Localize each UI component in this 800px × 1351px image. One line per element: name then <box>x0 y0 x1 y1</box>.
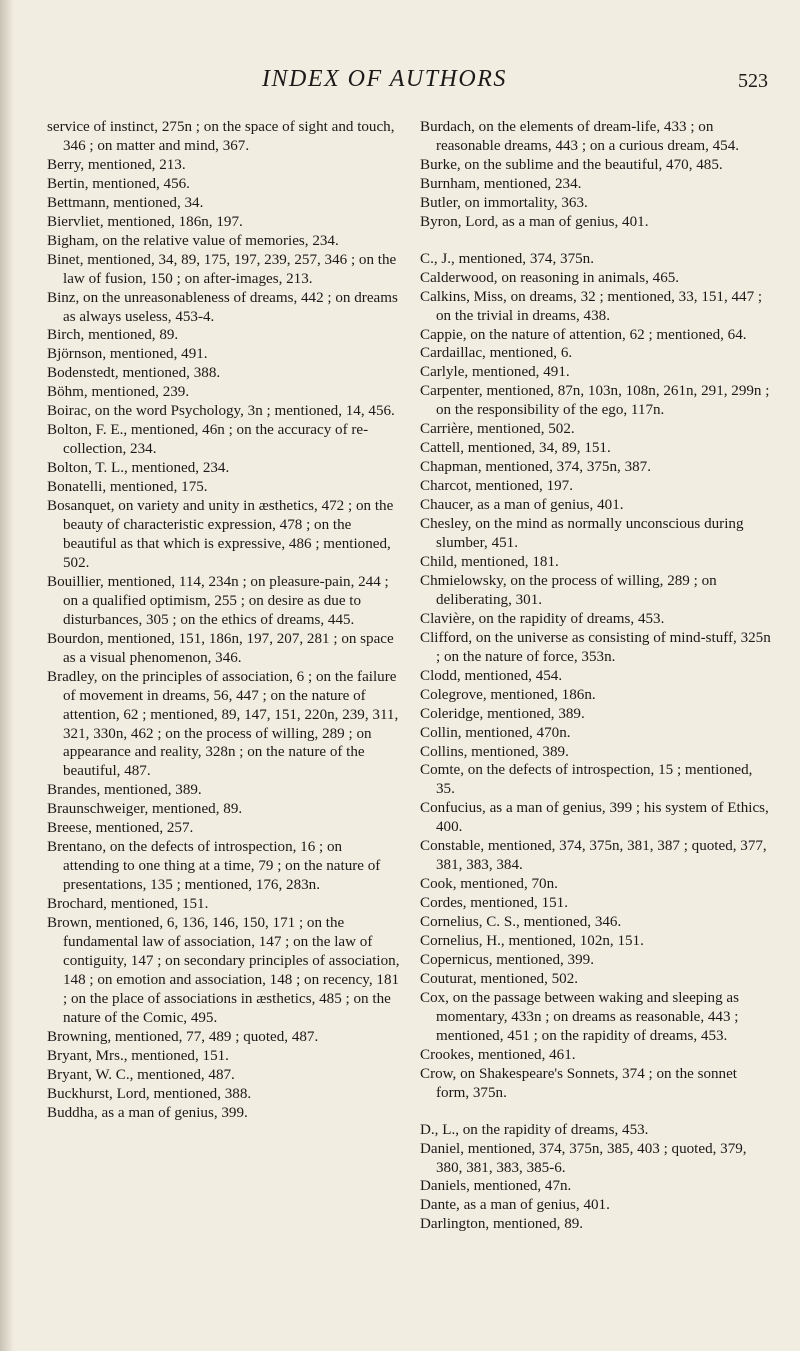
index-entry: Butler, on immortality, 363. <box>420 194 588 211</box>
index-entry: Biervliet, mentioned, 186n, 197. <box>47 213 243 230</box>
index-entry: Bosanquet, on variety and unity in æsthetics, 472 ; on the beauty of characteristic expression, 478 ; on the beautiful as that which is expressive, 486 ; mentioned, 502. <box>47 498 394 571</box>
index-entry: Dante, as a man of genius, 401. <box>420 1197 610 1214</box>
index-entry: Child, mentioned, 181. <box>420 553 559 570</box>
index-entry: Calderwood, on reasoning in animals, 465. <box>420 269 680 286</box>
index-entry: Crow, on Shakespeare's Sonnets, 374 ; on the sonnet form, 375n. <box>420 1065 737 1101</box>
index-entry: Burdach, on the elements of dream-life, 433 ; on reasonable dreams, 443 ; on a curious dream, 454. <box>420 119 740 154</box>
page-header <box>0 66 800 106</box>
index-entry: Brentano, on the defects of introspection, 16 ; on attending to one thing at a time, 79 ; on the nature of presentations, 135 ; mentioned, 176, 283n. <box>47 839 381 894</box>
index-entry: Brochard, mentioned, 151. <box>47 896 209 913</box>
index-entry: Bettmann, mentioned, 34. <box>47 194 204 211</box>
index-entry: Clifford, on the universe as consisting of mind-stuff, 325n ; on the nature of force, 353n. <box>420 629 771 665</box>
index-entry: Cardaillac, mentioned, 6. <box>420 345 573 362</box>
index-entry: Darlington, mentioned, 89. <box>420 1216 584 1233</box>
index-entry: Bryant, Mrs., mentioned, 151. <box>47 1047 229 1064</box>
index-entry: Constable, mentioned, 374, 375n, 381, 387 ; quoted, 377, 381, 383, 384. <box>420 838 767 874</box>
index-entry: Charcot, mentioned, 197. <box>420 478 574 495</box>
index-entry: Confucius, as a man of genius, 399 ; his system of Ethics, 400. <box>420 800 769 836</box>
index-entry: Carrière, mentioned, 502. <box>420 421 575 438</box>
index-entry: Cook, mentioned, 70n. <box>420 876 558 893</box>
index-entry: Björnson, mentioned, 491. <box>47 346 208 363</box>
index-column-left <box>47 118 400 1123</box>
index-entry: Bodenstedt, mentioned, 388. <box>47 365 221 382</box>
index-entry: Carpenter, mentioned, 87n, 103n, 108n, 261n, 291, 299n ; on the responsibility of the ego, 117n. <box>420 383 770 419</box>
index-entry: Bryant, W. C., mentioned, 487. <box>47 1066 235 1083</box>
index-entry: Clodd, mentioned, 454. <box>420 667 563 684</box>
index-entry: service of instinct, 275n ; on the space of sight and touch, 346 ; on matter and mind, 367. <box>47 119 395 154</box>
index-entry: Bourdon, mentioned, 151, 186n, 197, 207, 281 ; on space as a visual phenomenon, 346. <box>47 630 394 666</box>
index-entry: Colegrove, mentioned, 186n. <box>420 686 596 703</box>
index-entry: Bolton, T. L., mentioned, 234. <box>47 460 230 477</box>
index-entry: Bertin, mentioned, 456. <box>47 175 190 192</box>
index-entry: Daniels, mentioned, 47n. <box>420 1178 572 1195</box>
index-entry: Buddha, as a man of genius, 399. <box>47 1104 248 1121</box>
index-entry: Chapman, mentioned, 374, 375n, 387. <box>420 459 651 476</box>
index-entry: Calkins, Miss, on dreams, 32 ; mentioned, 33, 151, 447 ; on the trivial in dreams, 438. <box>420 288 763 324</box>
index-entry: Coleridge, mentioned, 389. <box>420 705 585 722</box>
index-entry: Bradley, on the principles of association, 6 ; on the failure of movement in dreams, 56, 447 ; on the nature of attention, 62 ; mentioned, 89, 147, 151, 220n, 239, 311, 321, 330n, 462 ; on the process of willing, 289 ; on appearance and reality, 328n ; on the nature of the beautiful, 487. <box>47 668 399 780</box>
index-entry: Bouillier, mentioned, 114, 234n ; on pleasure-pain, 244 ; on a qualified optimism, 255 ; on desire as due to disturbances, 305 ; on the ethics of dreams, 445. <box>47 573 389 628</box>
index-entry: Bigham, on the relative value of memories, 234. <box>47 232 339 249</box>
index-entry: Crookes, mentioned, 461. <box>420 1046 576 1063</box>
index-entry: Birch, mentioned, 89. <box>47 327 179 344</box>
index-entry: Browning, mentioned, 77, 489 ; quoted, 487. <box>47 1028 319 1045</box>
index-entry: Cornelius, C. S., mentioned, 346. <box>420 914 622 931</box>
index-entry: Braunschweiger, mentioned, 89. <box>47 801 243 818</box>
index-entry: Copernicus, mentioned, 399. <box>420 951 594 968</box>
index-entry: Cappie, on the nature of attention, 62 ; mentioned, 64. <box>420 326 747 343</box>
index-entry: Bolton, F. E., mentioned, 46n ; on the accuracy of re-collection, 234. <box>47 422 369 458</box>
index-entry: Cornelius, H., mentioned, 102n, 151. <box>420 933 644 950</box>
index-entry: Cordes, mentioned, 151. <box>420 895 568 912</box>
running-title: INDEX OF AUTHORS <box>262 66 507 92</box>
index-entry: Chmielowsky, on the process of willing, 289 ; on deliberating, 301. <box>420 572 717 608</box>
index-column-right <box>420 118 772 1234</box>
index-entry: Burke, on the sublime and the beautiful, 470, 485. <box>420 156 723 173</box>
index-entry: Chesley, on the mind as normally unconscious during slumber, 451. <box>420 516 744 552</box>
index-entry: Burnham, mentioned, 234. <box>420 175 582 192</box>
index-entry: Cattell, mentioned, 34, 89, 151. <box>420 440 611 457</box>
index-entry: Boirac, on the word Psychology, 3n ; mentioned, 14, 456. <box>47 403 395 420</box>
index-entry: Chaucer, as a man of genius, 401. <box>420 497 624 514</box>
index-entry: Comte, on the defects of introspection, 15 ; mentioned, 35. <box>420 762 753 798</box>
index-entry: Clavière, on the rapidity of dreams, 453. <box>420 610 665 627</box>
index-entry: D., L., on the rapidity of dreams, 453. <box>420 1121 649 1138</box>
index-entry: Breese, mentioned, 257. <box>47 820 194 837</box>
index-entry: Buckhurst, Lord, mentioned, 388. <box>47 1085 252 1102</box>
index-entry: Cox, on the passage between waking and sleeping as momentary, 433n ; on dreams as reasonable, 443 ; mentioned, 451 ; on the rapidity of dreams, 453. <box>420 989 739 1044</box>
index-entry: Brown, mentioned, 6, 136, 146, 150, 171 ; on the fundamental law of association, 147 ; on the law of contiguity, 147 ; on secondary principles of association, 148 ; on emotion and association, 148 ; on recency, 181 ; on the place of associations in æsthetics, 485 ; on the nature of the Comic, 495. <box>47 915 400 1026</box>
index-entry: Binz, on the unreasonableness of dreams, 442 ; on dreams as always useless, 453-4. <box>47 289 398 325</box>
index-entry: Böhm, mentioned, 239. <box>47 384 190 401</box>
index-entry: C., J., mentioned, 374, 375n. <box>420 250 594 267</box>
index-entry: Collins, mentioned, 389. <box>420 743 569 760</box>
index-entry: Brandes, mentioned, 389. <box>47 782 202 799</box>
index-entry: Carlyle, mentioned, 491. <box>420 364 570 381</box>
index-entry: Byron, Lord, as a man of genius, 401. <box>420 213 649 230</box>
index-entry: Collin, mentioned, 470n. <box>420 724 571 741</box>
page-number: 523 <box>738 70 768 92</box>
index-entry: Berry, mentioned, 213. <box>47 156 186 173</box>
index-entry: Binet, mentioned, 34, 89, 175, 197, 239, 257, 346 ; on the law of fusion, 150 ; on after-images, 213. <box>47 251 397 287</box>
index-entry: Couturat, mentioned, 502. <box>420 970 579 987</box>
index-entry: Bonatelli, mentioned, 175. <box>47 479 208 496</box>
index-entry: Daniel, mentioned, 374, 375n, 385, 403 ; quoted, 379, 380, 381, 383, 385-6. <box>420 1140 747 1176</box>
page-edge-shadow <box>0 0 14 1351</box>
